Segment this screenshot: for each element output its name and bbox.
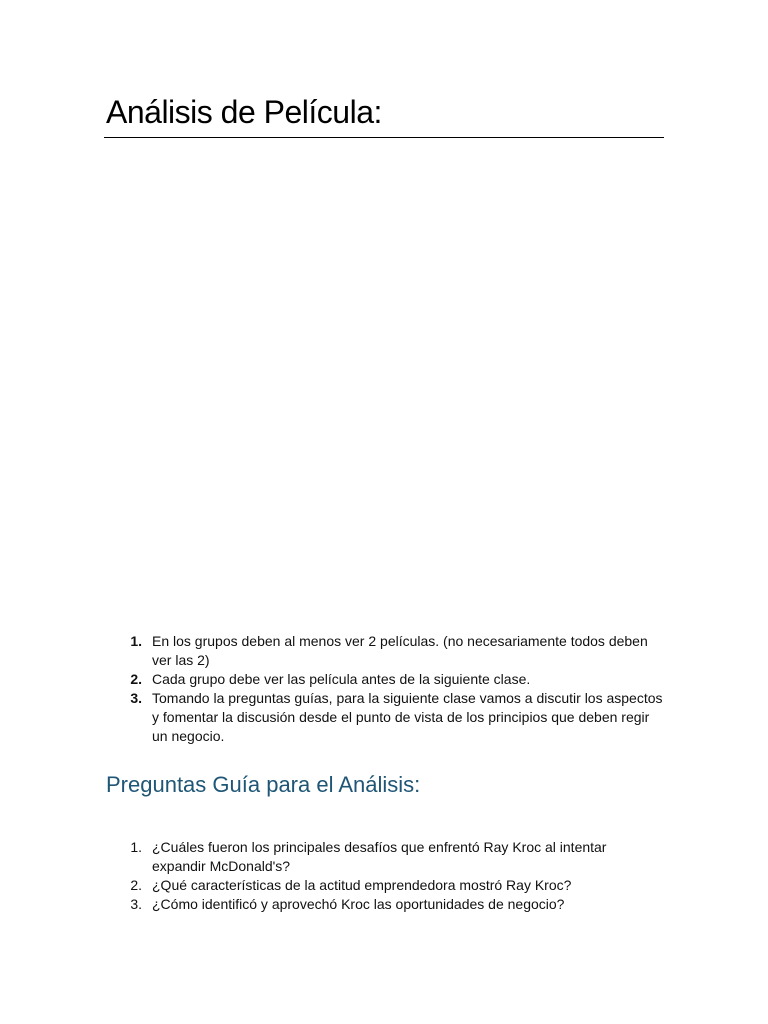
list-number: 3. bbox=[130, 896, 142, 912]
list-item-text: Tomando la preguntas guías, para la siguiente clase vamos a discutir los aspectos y fomentar la discusión desde el punto de vista de los principios que deben regir un negocio. bbox=[152, 690, 663, 744]
title-underline bbox=[104, 137, 664, 138]
page-title: Análisis de Película: bbox=[106, 94, 382, 130]
instructions-list bbox=[106, 632, 664, 746]
list-number: 1. bbox=[130, 839, 142, 855]
list-item bbox=[106, 689, 664, 746]
list-number: 1. bbox=[130, 633, 142, 649]
list-item bbox=[106, 895, 664, 914]
questions-list bbox=[106, 838, 664, 914]
list-item-text: Cada grupo debe ver las película antes de la siguiente clase. bbox=[152, 671, 531, 687]
list-item-text: ¿Cómo identificó y aprovechó Kroc las oportunidades de negocio? bbox=[152, 896, 565, 912]
list-item-text: En los grupos deben al menos ver 2 películas. (no necesariamente todos deben ver las 2) bbox=[152, 633, 648, 668]
list-item bbox=[106, 632, 664, 670]
list-item bbox=[106, 838, 664, 876]
list-number: 2. bbox=[130, 671, 142, 687]
list-number: 3. bbox=[130, 690, 142, 706]
list-item-text: ¿Qué características de la actitud emprendedora mostró Ray Kroc? bbox=[152, 877, 572, 893]
list-item-text: ¿Cuáles fueron los principales desafíos que enfrentó Ray Kroc al intentar expandir McDonald's? bbox=[152, 839, 607, 874]
questions-heading: Preguntas Guía para el Análisis: bbox=[106, 772, 421, 797]
list-item bbox=[106, 670, 664, 689]
list-item bbox=[106, 876, 664, 895]
list-number: 2. bbox=[130, 877, 142, 893]
